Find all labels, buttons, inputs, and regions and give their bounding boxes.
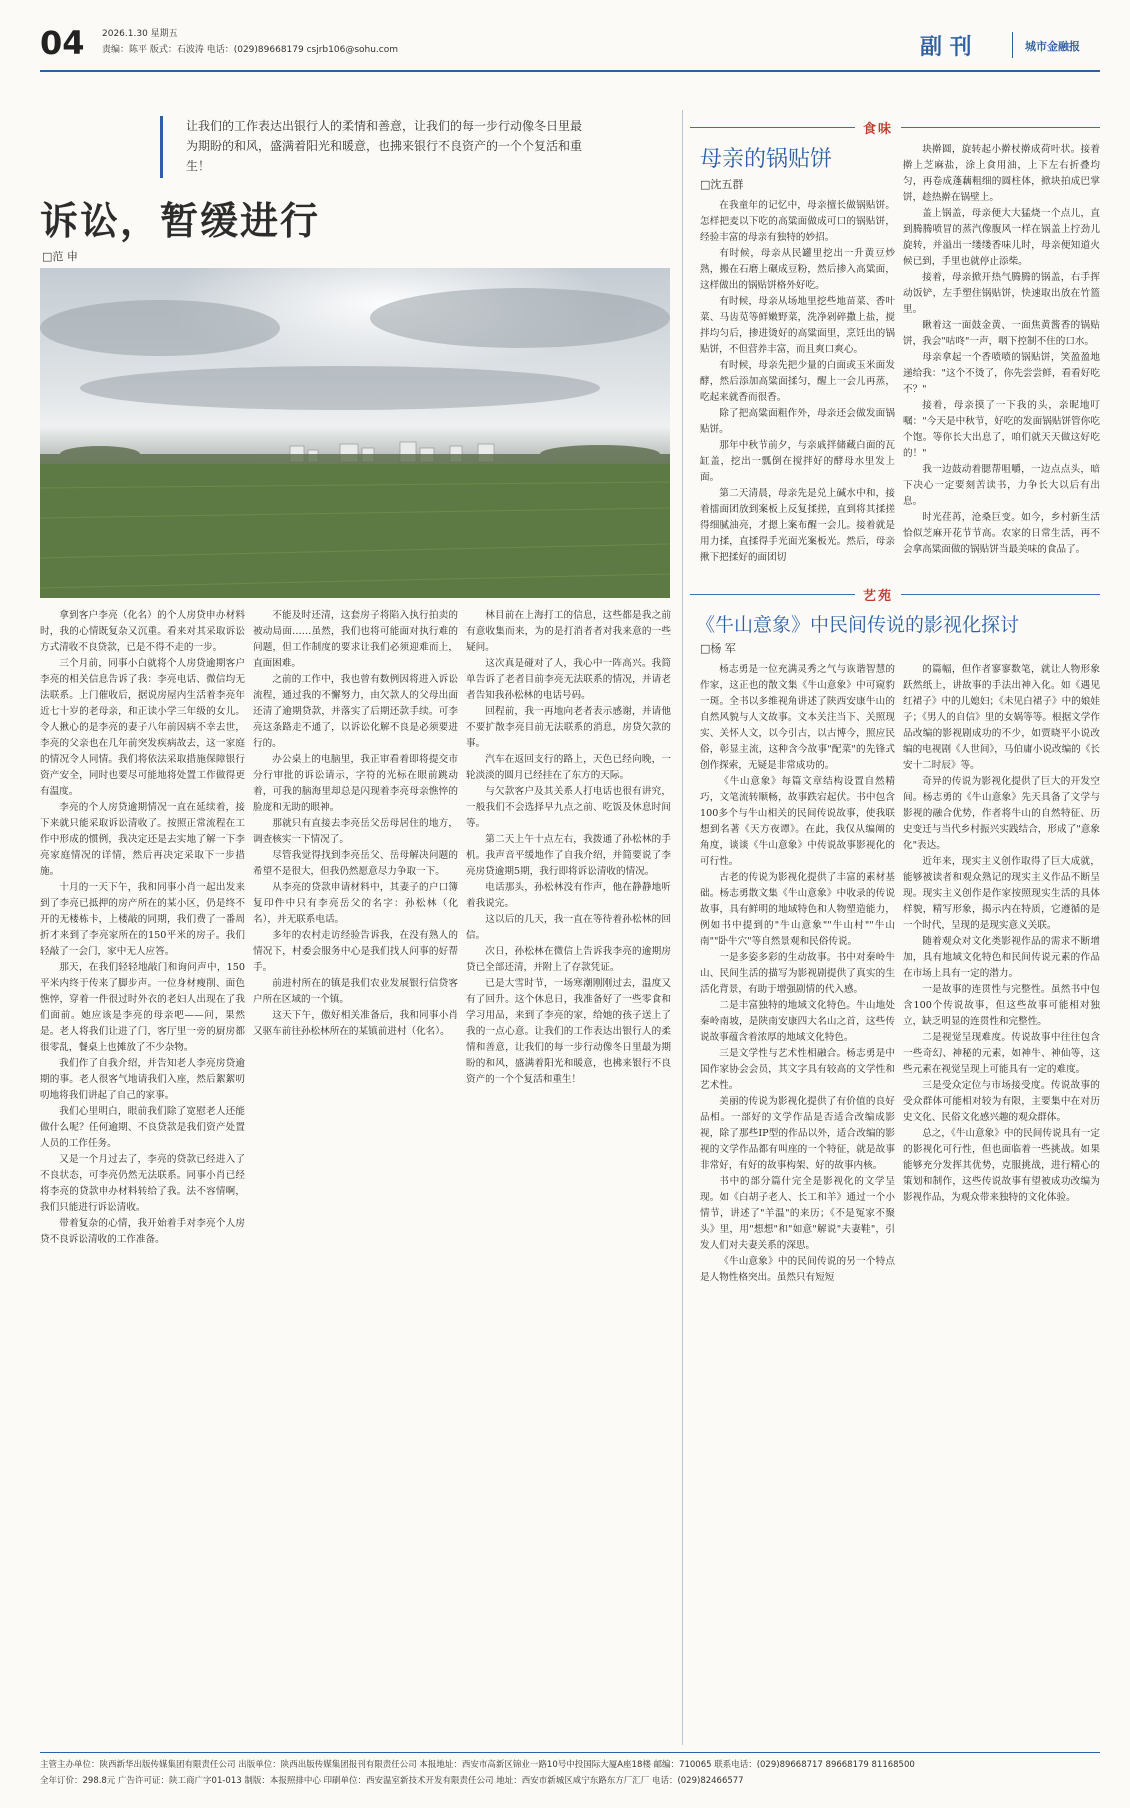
paragraph: 一是多姿多彩的生动故事。书中对秦岭牛山、民间生活的描写为影视剧提供了真实的生活化背景，有助于增强剧情的代入感。: [700, 952, 895, 995]
paragraph: 书中的部分篇什完全是影视化的文学呈现。如《白胡子老人、长工和羊》通过一个小情节，讲述了"羊温"的来历；《不是冤家不聚头》里，用"想想"和"如意"解说"夫妻鞋"，引发人们对夫妻关系的深思。: [700, 1176, 895, 1251]
food-column-1: [700, 198, 895, 563]
pull-quote-bar: [160, 116, 163, 178]
pull-quote-text: 让我们的工作表达出银行人的柔情和善意，让我们的每一步行动像冬日里最为期盼的和风，盛满着阳光和暖意，也拂来银行不良资产的一个个复活和重生！: [186, 119, 583, 173]
paragraph: 《牛山意象》中的民间传说的另一个特点是人物性格突出。虽然只有短短: [700, 1256, 895, 1283]
article-byline: □范 申: [42, 250, 78, 263]
paragraph: 奇异的传说为影视化提供了巨大的开发空间。杨志勇的《牛山意象》先天具备了文学与影视的融合优势，作者将牛山的自然特征、历史变迁与当代乡村振兴实践结合，形成了"意象化"表达。: [903, 776, 1100, 851]
art-article-title: 《牛山意象》中民间传说的影视化探讨: [696, 614, 1020, 636]
paragraph: 已是大雪时节，一场寒潮刚刚过去，温度又有了回升。这个休息日，我准备好了一些零食和学习用品，来到了李亮的家，给她的孩子送上了我的一点心意。让我们的工作表达出银行人的柔情和善意，让我们的每一步行动像冬日里最为期盼的和风，盛满着阳光和暖意，也拂来银行不良资产的一个个复活和重生！: [466, 978, 671, 1085]
food-section-tag: 食味: [855, 122, 901, 137]
art-article-byline: □杨 军: [700, 642, 736, 655]
paragraph: 总之，《牛山意象》中的民间传说具有一定的影视化可行性，但也面临着一些挑战。如果能够充分发挥其优势，克服挑战，进行精心的策划和制作，这些传说故事有望被成功改编为影视作品，为观众带来独特的文化体验。: [903, 1128, 1100, 1203]
paragraph: 三是受众定位与市场接受度。传说故事的受众群体可能相对较为有限，主要集中在对历史文化、民俗文化感兴趣的观众群体。: [903, 1080, 1100, 1123]
paragraph: 除了把高粱面粗作外，母亲还会做发面锅贴饼。: [700, 408, 895, 435]
paragraph: 多年的农村走访经验告诉我，在没有熟人的情况下，村委会服务中心是我们找人问事的好帮手。: [253, 930, 458, 973]
footer-line-1: 主管主办单位：陕西新华出版传媒集团有限责任公司 出版单位：陕西出版传媒集团报刊有限责任公司 本报地址：西安市高新区锦业一路10号中投国际大厦A座18楼 邮编：710065 联系电话：(029)89668717 89668179 81168500: [40, 1760, 915, 1770]
food-section-tag-wrap: [855, 118, 901, 137]
art-section-tag-wrap: [855, 585, 901, 604]
paragraph: 这天下午，傲好相关准备后，我和同事小肖又驱车前往孙松林所在的某镇前进村（化名）。: [253, 1010, 458, 1037]
landscape-photo: [40, 268, 670, 598]
paragraph: 美丽的传说为影视化提供了有价值的良好品相。一部好的文学作品是否适合改编成影视，除了那些IP型的作品以外，适合改编的影视的文学作品都有叫座的一个特征，就是故事非常好，有好的故事构架、好的故事内核。: [700, 1096, 895, 1171]
paragraph: 林目前在上海打工的信息，这些都是我之前有意收集而来，为的是打消者者对我来意的一些疑问。: [466, 610, 671, 653]
header-rule: [40, 70, 1100, 72]
paragraph: 十月的一天下午，我和同事小肖一起出发来到了李亮已抵押的房产所在的某小区，仍是终不开的无楼栋卡，上楼敲的同期，我们费了一番周折才来到了李亮家所在的150平米的房子。我们轻敲了一会门，家中无人应答。: [40, 882, 245, 957]
paragraph: 我一边鼓动着腮帮咀嚼，一边点点头，暗下决心一定要刻苦读书，力争长大以后有出息。: [903, 464, 1100, 507]
paragraph: 拿到客户李亮（化名）的个人房贷申办材料时，我的心情既复杂又沉重。看来对其采取诉讼方式清收不良贷款，已是不得不走的一步。: [40, 610, 245, 653]
paragraph: 那年中秋节前夕，与亲戚拌储藏白面的瓦缸盖，挖出一瓢倒在搅拌好的酵母水里发上面。: [700, 440, 895, 483]
paragraph: 二是丰富独特的地域文化特色。牛山地处秦岭南坡，是陕南安康四大名山之首，这些传说故事蕴含着浓厚的地域文化特色。: [700, 1000, 895, 1043]
paragraph: 母亲拿起一个香喷喷的锅贴饼，笑盈盈地递给我："这个不烫了，你先尝尝鲜，看看好吃不？": [903, 352, 1100, 395]
food-article-title: 母亲的锅贴饼: [700, 147, 833, 172]
paragraph: 古老的传说为影视化提供了丰富的素材基础。杨志勇散文集《牛山意象》中收录的传说故事，具有鲜明的地域特色和人物塑造能力，例如书中提到的"牛山意象""牛山村""牛山南""卧牛穴"等自然景观和民俗传说。: [700, 872, 895, 947]
paragraph: 《牛山意象》每篇文章结构设置自然精巧，文笔流转顺畅，故事跌宕起伏。书中包含100多个与牛山相关的民间传说故事，使我联想到名著《天方夜谭》。在此，我仅从编阐的角度，谈谈《牛山意象》中传说故事影视化的可行性。: [700, 776, 895, 867]
paragraph: 回程前，我一再地向老者表示感谢，并请他不要扩散李亮目前无法联系的消息，房贷欠款的事。: [466, 706, 671, 749]
article-title: 诉讼，暂缓进行: [40, 199, 321, 243]
paragraph: 时光荏苒，沧桑巨变。如今，乡村新生活恰似芝麻开花节节高。农家的日常生活，再不会拿高粱面做的锅贴饼当最美味的食品了。: [903, 512, 1100, 555]
article-column-3: [466, 608, 671, 1743]
paragraph: 二是视觉呈现难度。传说故事中往往包含一些奇幻、神秘的元素，如神牛、神仙等，这些元素在视觉呈现上可能具有一定的难度。: [903, 1032, 1100, 1075]
paragraph: 我们心里明白，眼前我们除了宽慰老人还能做什么呢？任何逾期、不良贷款是我们资产处置人员的工作任务。: [40, 1106, 245, 1149]
editors-line: 责编：陈平 版式：石波涛 电话：(029)89668179 csjrb106@sohu.com: [102, 45, 399, 55]
paragraph: 那天，在我们轻轻地敲门和询问声中，150平米内终于传来了脚步声。一位身材瘦削、面色憔悴，穿着一件很过时外衣的老妇人出现在了我们面前。她应该是李亮的母亲吧——问，果然是。老人将我们让进了门，客厅里一旁的厨房都很零乱，餐桌上也摊放了不少杂物。: [40, 962, 245, 1053]
footer-rule: [40, 1752, 1100, 1753]
paragraph: 接着，母亲掀开热气腾腾的锅盖，右手挥动饭铲，左手塑住锅贴饼，快速取出放在竹篮里。: [903, 272, 1100, 315]
paragraph: 一是故事的连贯性与完整性。虽然书中包含100个传说故事，但这些故事可能相对独立，缺乏明显的连贯性和完整性。: [903, 984, 1100, 1027]
footer-line-2: 全年订价：298.8元 广告许可证：陕工商广字01-013 制版：本报照排中心 印刷单位：西安温室新技术开发有限责任公司 地址：西安市新城区咸宁东路东方厂汇厂 电话：(029)82466577: [40, 1776, 744, 1786]
paragraph: 汽车在返回支行的路上，天色已经向晚，一轮淡淡的圆月已经挂在了东方的天际。: [466, 754, 671, 781]
paragraph: 与欠款客户及其关系人打电话也很有讲究，一般我们不会选择早九点之前、吃饭及休息时间等。: [466, 786, 671, 829]
pull-quote-box: [150, 112, 600, 184]
paragraph: 次日，孙松林在微信上告诉我李亮的逾期房贷已全部还清，并附上了存款凭证。: [466, 946, 671, 973]
paragraph: 有时候，母亲从民罐里挖出一升黄豆炒熟，搬在石磨上碾成豆粉，然后掺入高粱面，这样做出的锅贴饼格外好吃。: [700, 248, 895, 291]
paragraph: 在我童年的记忆中，母亲擅长做锅贴饼。怎样把麦以下吃的高粱面做成可口的锅贴饼，经验丰富的母亲有独特的妙招。: [700, 200, 895, 243]
art-section-tag: 艺苑: [855, 589, 901, 604]
landscape-illustration: [40, 268, 670, 598]
paragraph: 近年来，现实主义创作取得了巨大成就，能够被读者和观众熟记的现实主义作品不断呈现。现实主义创作是作家按照现实生活的具体样貌，精写形象，揭示内在特质，它遵循的是一个时代，呈现的是现实意义关联。: [903, 856, 1100, 931]
paragraph: 又是一个月过去了，李亮的贷款已经进入了不良状态，可李亮仍然无法联系。同事小肖已经将李亮的贷款申办材料转给了我。法不容情啊，我们只能进行诉讼清收。: [40, 1154, 245, 1213]
paragraph: 办公桌上的电脑里，我正审看着即将提交市分行审批的诉讼请示，字符的光标在眼前跳动着，可我的脑海里却总是闪现着李亮母亲憔悴的脸庞和无助的眼神。: [253, 754, 458, 813]
paragraph: 盖上锅盖，母亲便大大猛烧一个点儿，直到腾腾喷冒的蒸汽像腹风一样在锅盖上拧劲儿旋转，并溢出一缕缕香味儿时，母亲便知道火候已到，手里也就停止添柴。: [903, 208, 1100, 267]
food-article-byline: □沈五群: [700, 178, 744, 191]
art-column-1: [700, 662, 895, 1742]
page-number: 04: [40, 24, 85, 62]
page-header: [40, 18, 1100, 68]
paragraph: 瞅着这一面鼓金黄、一面焦黄酱香的锅贴饼，我会"咕咚"一声，咽下控制不住的口水。: [903, 320, 1100, 347]
article-column-2: [253, 608, 458, 1743]
paragraph: 李亮的个人房贷逾期情况一直在延续着，接下来就只能采取诉讼清收了。按照正常流程在工作中形成的惯例，我决定还是去实地了解一下李亮家庭情况的详情，然后再决定采取下一步措施。: [40, 802, 245, 877]
column-divider: [682, 110, 683, 1745]
paragraph: 有时候，母亲从场地里挖些地苗菜、香叶菜、马齿苋等鲜嫩野菜，洗净剁碎撒上盐，搅拌均匀后，掺进烫好的高粱面里，烹饪出的锅贴饼，不但营养丰富，而且爽口爽心。: [700, 296, 895, 355]
paragraph: 带着复杂的心情，我开始着手对李亮个人房贷不良诉讼清收的工作准备。: [40, 1218, 245, 1245]
paragraph: 这次真是碰对了人，我心中一阵高兴。我简单告诉了老者目前李亮无法联系的情况，并请老者告知我孙松林的电话号码。: [466, 658, 671, 701]
paragraph: 第二天上午十点左右，我拨通了孙松林的手机。我声音平缓地作了自我介绍，并简要说了李亮房贷逾期5期，我行即将诉讼清收的情况。: [466, 834, 671, 877]
paragraph: 杨志勇是一位充满灵秀之气与诙谐智慧的作家，这正也的散文集《牛山意象》中可窥豹一斑。全书以多维视角讲述了陕西安康牛山的自然风貌与人文故事。文本关注当下、关照现实、关怀人文，以今引古，以古博今，照应民俗，彰显主流，这种含今故事"配菜"的先锋式创作探索，无疑是非常成功的。: [700, 664, 895, 771]
paragraph: 三是文学性与艺术性相融合。杨志勇是中国作家协会会员，其文字具有较高的文学性和艺术性。: [700, 1048, 895, 1091]
article-column-1: [40, 608, 245, 1743]
paragraph: 第二天清晨，母亲先是兑上碱水中和，接着擂面团放到案板上反复揉搓，直到将其揉搓得细腻油亮，才摁上案布醒一会儿。接着就是用力揉，直揉得手光面光案板光。然后，母亲揪下把揉好的面团切: [700, 488, 895, 563]
section-name: 副 刊: [920, 35, 972, 60]
paragraph: 从李亮的贷款申请材料中，其妻子的户口簿复印件中只有李亮岳父的名字：孙松林（化名），并无联系电话。: [253, 882, 458, 925]
food-column-2: [903, 142, 1100, 555]
paragraph: 不能及时还清，这套房子将陷入执行拍卖的被动局面……虽然，我们也将可能面对执行难的问题，但工作制度的要求让我们必须迎难而上，直面困难。: [253, 610, 458, 669]
masthead-divider: [1012, 32, 1013, 58]
paragraph: 那就只有直接去李亮岳父岳母居住的地方，调查核实一下情况了。: [253, 818, 458, 845]
paragraph: 的篇幅，但作者寥寥数笔，就让人物形象跃然纸上，讲故事的手法出神入化。如《遇见红裙子》中的儿媳妇；《未见白裙子》中的娘娃子；《男人的自信》里的女娲等等。根据文学作品改编的影视剧成功的不少，如贾晓平小说改编的电视剧《人世间》，马伯庸小说改编的《长安十二时辰》等。: [903, 664, 1100, 771]
paragraph: 前进村所在的镇是我们农业发展银行信贷客户所在区域的一个镇。: [253, 978, 458, 1005]
paragraph: 之前的工作中，我也曾有数例因将进入诉讼流程，通过我的不懈努力，由欠款人的父母出面还清了逾期贷款，并落实了后期还款手续。可李亮这条路走不通了，以诉讼化解不良是必须要进行的。: [253, 674, 458, 749]
paragraph: 这以后的几天，我一直在等待着孙松林的回信。: [466, 914, 671, 941]
date-line: 2026.1.30 星期五: [102, 29, 178, 39]
paragraph: 三个月前，同事小白就将个人房贷逾期客户李亮的相关信息告诉了我：李亮电话、微信均无法联系。上门催收后，据说房屋内生活着李亮年近七十岁的老母亲，和正读小学三年级的女儿。令人揪心的是李亮的妻子八年前因病不幸去世，李亮的父亲也在几年前突发疾病故去，这一家庭的情况令人同情。我们将依法采取措施保障银行资产安全，同时也要尽可能地将处置工作做得更有温度。: [40, 658, 245, 797]
paragraph: 我们作了自我介绍，并告知老人李亮房贷逾期的事。老人很客气地请我们入座，然后絮絮叨叨地将我们讲起了自己的家事。: [40, 1058, 245, 1101]
masthead: 城市金融报: [1025, 40, 1080, 53]
paragraph: 接着，母亲摸了一下我的头，亲昵地叮嘱："今天是中秋节，好吃的发面锅贴饼管你吃个饱。等你长大出息了，咱们就天天做这好吃的！": [903, 400, 1100, 459]
paragraph: 随着观众对文化类影视作品的需求不断增加，具有地域文化特色和民间传说元素的作品在市场上具有一定的潜力。: [903, 936, 1100, 979]
paragraph: 块擀圆，旋转起小擀杖擀成荷叶状。接着擀上芝麻盐，涂上食用油，上下左右折叠均匀，再卷成蓬藕粗细的圆柱体，掀块拍成巴掌饼，趁热擀在锅壁上。: [903, 144, 1100, 203]
paragraph: 电话那头，孙松林没有作声，他在静静地听着我说完。: [466, 882, 671, 909]
art-column-2: [903, 662, 1100, 1742]
paragraph: 有时候，母亲先把少量的白面或玉米面发酵，然后添加高粱面揉匀，醒上一会儿再蒸，吃起来就香而很香。: [700, 360, 895, 403]
paragraph: 尽管我觉得找到李亮岳父、岳母解决问题的希望不是很大，但我仍然愿意尽力争取一下。: [253, 850, 458, 877]
